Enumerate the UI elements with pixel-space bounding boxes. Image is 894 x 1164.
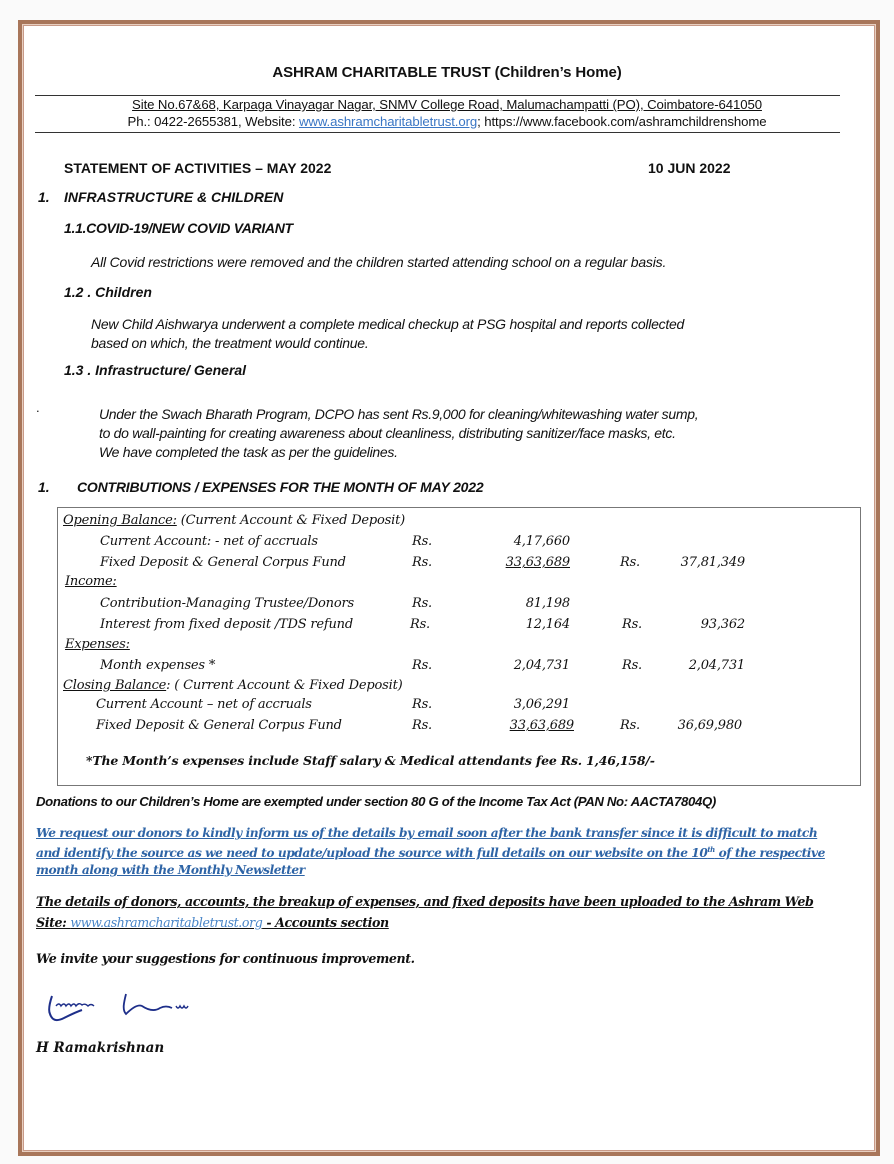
signatory-name: H Ramakrishnan [36,1040,165,1056]
row-label: Interest from fixed deposit /TDS refund [100,617,353,632]
row-currency: Rs. [412,534,432,549]
subsection-1-3-text-line-2: to do wall-painting for creating awareness about cleanliness, distributing sanitizer/face masks, etc. [99,425,676,441]
header-rule-bottom [35,132,840,133]
opening-balance-heading [63,513,405,528]
row-total-currency: Rs. [620,555,640,570]
row-label: Month expenses * [100,658,216,673]
bullet-dot: . [36,400,40,415]
row-total-currency: Rs. [622,617,642,632]
donor-request-line-2-tail: of the respective [714,846,825,861]
section-2-title: CONTRIBUTIONS / EXPENSES FOR THE MONTH OF MAY 2022 [77,479,484,495]
ordinal-suffix: th [707,845,715,854]
row-total-currency: Rs. [620,718,640,733]
subsection-1-3-text-line-1: Under the Swach Bharath Program, DCPO has sent Rs.9,000 for cleaning/whitewashing water sump, [99,406,699,422]
expenses-footnote: *The Month’s expenses include Staff salary & Medical attendants fee Rs. 1,46,158/- [86,753,655,768]
row-total: 2,04,731 [688,658,745,673]
row-amount: 4,17,660 [513,534,570,549]
section-2-number: 1. [38,479,50,495]
signature-image [42,988,212,1033]
donor-request-line-1: We request our donors to kindly inform us of the details by email soon after the bank transfer since it is difficult to match [36,826,818,840]
row-label: Contribution-Managing Trustee/Donors [100,596,354,611]
row-amount: 81,198 [525,596,570,611]
row-currency: Rs. [412,596,432,611]
details-line-2 [36,915,389,930]
tax-exemption-note: Donations to our Children’s Home are exempted under section 80 G of the Income Tax Act (PAN No: AACTA7804Q) [36,794,716,809]
closing-balance-heading [63,678,402,693]
row-amount: 2,04,731 [513,658,570,673]
row-currency: Rs. [412,697,432,712]
row-amount: 33,63,689 [509,718,574,733]
subsection-1-2-heading: 1.2 . Children [64,284,152,300]
address-line: Site No.67&68, Karpaga Vinayagar Nagar, SNMV College Road, Malumachampatti (PO), Coimbatore-641050 [132,97,762,112]
phone-text: Ph.: 0422-2655381, Website: [127,114,299,129]
details-website-link[interactable]: www.ashramcharitabletrust.org [70,915,263,930]
row-label: Current Account – net of accruals [96,697,312,712]
row-currency: Rs. [410,617,430,632]
row-currency: Rs. [412,658,432,673]
facebook-text: ; https://www.facebook.com/ashramchildrenshome [477,114,767,129]
donor-request-line-3: month along with the Monthly Newsletter [36,863,305,877]
org-title: ASHRAM CHARITABLE TRUST (Children’s Home) [272,64,622,81]
closing-balance-label: Closing Balance [63,678,167,693]
subsection-1-3-text-line-3: We have completed the task as per the guidelines. [99,444,398,460]
row-currency: Rs. [412,555,432,570]
contact-line [0,114,894,129]
subsection-1-2-text-line-1: New Child Aishwarya underwent a complete medical checkup at PSG hospital and reports collected [91,316,685,332]
details-line-1: The details of donors, accounts, the breakup of expenses, and fixed deposits have been uploaded to the Ashram Web [36,894,814,909]
row-amount: 12,164 [525,617,570,632]
website-link[interactable]: www.ashramcharitabletrust.org [298,114,478,129]
income-heading: Income: [65,574,117,589]
subsection-1-1-heading: 1.1.COVID-19/NEW COVID VARIANT [64,220,293,236]
row-amount: 3,06,291 [513,697,570,712]
row-label: Current Account: - net of accruals [100,534,318,549]
closing-balance-sub: : ( Current Account & Fixed Deposit) [166,678,403,693]
row-total: 93,362 [700,617,745,632]
header-rule-top [35,95,840,96]
donor-request-line-2 [36,845,825,860]
row-total-currency: Rs. [622,658,642,673]
section-1-title: INFRASTRUCTURE & CHILDREN [64,189,284,205]
row-total: 36,69,980 [677,718,742,733]
row-label: Fixed Deposit & General Corpus Fund [100,555,346,570]
expenses-heading: Expenses: [65,637,130,652]
subsection-1-3-heading: 1.3 . Infrastructure/ General [64,362,247,378]
donor-request-line-2-text: and identify the source as we need to update/upload the source with full details on our website on the 10 [36,846,708,861]
details-tail: - Accounts section [262,915,389,930]
statement-date: 10 JUN 2022 [648,160,731,176]
subsection-1-1-text: All Covid restrictions were removed and the children started attending school on a regular basis. [91,254,667,270]
subsection-1-2-text-line-2: based on which, the treatment would continue. [91,335,369,351]
section-1-number: 1. [38,189,50,205]
row-currency: Rs. [412,718,432,733]
row-total: 37,81,349 [680,555,745,570]
opening-balance-sub: (Current Account & Fixed Deposit) [176,513,405,528]
statement-title: STATEMENT OF ACTIVITIES – MAY 2022 [64,160,332,176]
invite-suggestions: We invite your suggestions for continuous improvement. [36,951,415,966]
details-site-label: Site: [36,915,71,930]
row-amount: 33,63,689 [505,555,570,570]
row-label: Fixed Deposit & General Corpus Fund [96,718,342,733]
opening-balance-label: Opening Balance: [63,513,177,528]
